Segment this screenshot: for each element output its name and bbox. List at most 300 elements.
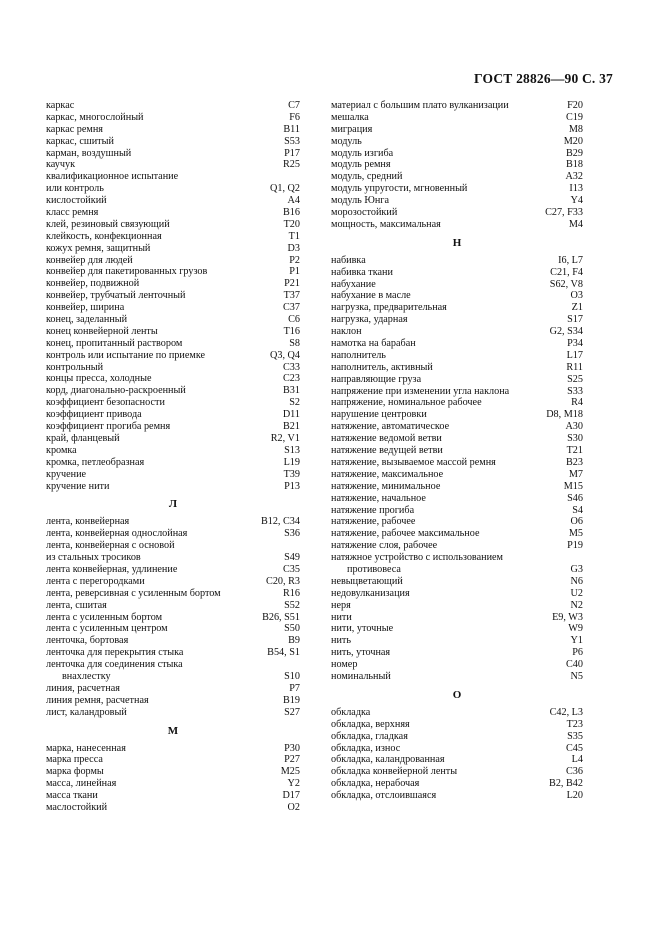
entry-code: B21 — [283, 421, 300, 433]
entry-term: нагрузка, предварительная — [331, 302, 447, 314]
entry-term: каркас — [46, 100, 75, 111]
entry-code: D8, M18 — [546, 409, 583, 421]
index-entry — [46, 338, 300, 350]
entry-code: T39 — [283, 468, 300, 480]
entry-code: R25 — [283, 159, 300, 171]
index-entry — [331, 326, 583, 338]
entry-code: S4 — [572, 504, 583, 516]
entry-code: D3 — [287, 242, 300, 254]
entry-code: M7 — [568, 468, 583, 480]
entry-code: B31 — [283, 385, 300, 397]
entry-code: L20 — [566, 790, 583, 802]
index-entry — [331, 576, 583, 588]
entry-code: L17 — [566, 349, 583, 361]
entry-term: натяжение слоя, рабочее — [331, 540, 438, 552]
entry-term: линия, расчетная — [46, 682, 120, 694]
index-entry — [331, 421, 583, 433]
index-entry — [46, 588, 300, 600]
entry-term: кромка, петлеобразная — [46, 456, 145, 468]
entry-code: F20 — [567, 100, 583, 111]
entry-term: натяжение, автоматическое — [331, 421, 450, 433]
entry-term: наполнитель, активный — [331, 361, 433, 373]
entry-term: конвейер для пакетированных грузов — [46, 266, 208, 278]
entry-code: Q3, Q4 — [270, 349, 300, 361]
entry-term: противовеса — [347, 563, 401, 575]
entry-code: P1 — [289, 266, 300, 278]
entry-term: номинальный — [331, 670, 391, 682]
entry-code: O2 — [287, 801, 300, 813]
entry-code: O6 — [570, 516, 583, 528]
index-entry — [331, 481, 583, 493]
index-entry — [331, 707, 583, 719]
entry-term: натяжение, минимальное — [331, 480, 441, 492]
index-entry — [331, 743, 583, 755]
entry-term: направляющие груза — [331, 373, 422, 385]
index-entry — [331, 290, 583, 302]
entry-term: конец, пропитанный раствором — [46, 337, 183, 349]
index-entry — [46, 171, 300, 183]
index-entry — [331, 302, 583, 314]
index-entry — [46, 385, 300, 397]
index-entry — [46, 647, 300, 659]
entry-term: кручение — [46, 468, 87, 480]
entry-term: край, фланцевый — [46, 432, 120, 444]
index-entry — [46, 600, 300, 612]
entry-code: R2, V1 — [270, 432, 300, 444]
entry-code: S8 — [289, 337, 300, 349]
entry-term: клейкость, конфекционная — [46, 230, 162, 242]
entry-code: M20 — [563, 135, 583, 147]
entry-term: квалификационное испытание — [46, 171, 179, 183]
entry-code: P6 — [572, 647, 583, 659]
entry-code: I13 — [569, 183, 583, 195]
entry-code: S35 — [567, 730, 583, 742]
index-entry — [46, 255, 300, 267]
entry-term: кожух ремня, защитный — [46, 242, 151, 254]
index-entry — [331, 409, 583, 421]
index-entry — [46, 754, 300, 766]
entry-code: T37 — [283, 290, 300, 302]
entry-code: W9 — [568, 623, 583, 635]
entry-term: модуль изгиба — [331, 147, 394, 159]
index-entry — [46, 207, 300, 219]
entry-code: S17 — [567, 314, 583, 326]
entry-term: марка формы — [46, 766, 104, 778]
index-entry — [46, 314, 300, 326]
entry-code: Y4 — [570, 195, 583, 207]
entry-code: A4 — [287, 195, 300, 207]
entry-term: неря — [331, 599, 351, 611]
index-entry — [331, 564, 583, 576]
entry-term: класс ремня — [46, 207, 99, 219]
entry-term: карман, воздушный — [46, 147, 132, 159]
index-entry — [46, 362, 300, 374]
entry-code: P21 — [284, 278, 300, 290]
entry-code: T23 — [566, 718, 583, 730]
entry-code: C40 — [566, 659, 583, 671]
entry-term: кислостойкий — [46, 195, 107, 207]
entry-term: марка пресса — [46, 754, 103, 766]
entry-code: Z1 — [571, 302, 583, 314]
index-entry — [331, 136, 583, 148]
entry-code: B23 — [566, 456, 583, 468]
entry-code: B18 — [566, 159, 583, 171]
index-entry — [46, 790, 300, 802]
entry-code: P13 — [284, 480, 300, 492]
entry-term: контроль или испытание по приемке — [46, 349, 206, 361]
entry-code: G3 — [570, 563, 583, 575]
index-entry — [331, 540, 583, 552]
section-letter: Н — [452, 236, 462, 249]
entry-code: O3 — [570, 290, 583, 302]
index-entry — [46, 576, 300, 588]
index-entry — [46, 778, 300, 790]
index-entry — [331, 362, 583, 374]
index-entry — [46, 266, 300, 278]
entry-code: C45 — [566, 742, 583, 754]
entry-term: масса ткани — [46, 790, 98, 802]
entry-term: конвейер, трубчатый ленточный — [46, 290, 186, 302]
index-entry — [46, 278, 300, 290]
index-entry — [46, 243, 300, 255]
entry-code: C6 — [288, 314, 300, 326]
entry-code: B12, C34 — [260, 516, 300, 528]
index-entry — [46, 695, 300, 707]
entry-term: натяжение, максимальное — [331, 468, 444, 480]
entry-term: лента, конвейерная — [46, 516, 130, 528]
entry-code: S30 — [567, 433, 583, 445]
entry-term: линия ремня, расчетная — [46, 694, 149, 706]
entry-term: намотка на барабан — [331, 338, 416, 350]
entry-term: лента, конвейерная с основой — [46, 540, 175, 552]
index-entry — [46, 469, 300, 481]
index-entry — [46, 219, 300, 231]
entry-code: S27 — [284, 706, 300, 718]
index-entry — [331, 731, 583, 743]
entry-code: B26, S51 — [262, 611, 300, 623]
entry-code: T1 — [288, 230, 300, 242]
entry-code: P30 — [284, 742, 300, 754]
index-entry — [331, 766, 583, 778]
index-entry — [46, 195, 300, 207]
entry-code: D17 — [282, 790, 300, 802]
index-entry — [46, 683, 300, 695]
index-entry — [331, 552, 583, 564]
index-entry — [46, 540, 300, 552]
index-entry — [331, 457, 583, 469]
entry-term: или контроль — [46, 183, 104, 195]
index-entry — [46, 159, 300, 171]
entry-term: лента с перегородками — [46, 575, 145, 587]
entry-term: лента конвейерная, удлинение — [46, 563, 178, 575]
index-entry — [331, 612, 583, 624]
index-entry — [331, 647, 583, 659]
index-entry — [331, 719, 583, 731]
entry-code: P2 — [289, 254, 300, 266]
entry-term: кромка — [46, 444, 77, 456]
entry-term: из стальных тросиков — [46, 552, 141, 564]
index-entry — [46, 635, 300, 647]
entry-term: коэффициент привода — [46, 409, 142, 421]
index-entry — [331, 350, 583, 362]
entry-code: S10 — [284, 670, 300, 682]
entry-term: натяжение ведущей ветви — [331, 445, 443, 457]
entry-code: C37 — [283, 302, 300, 314]
entry-term: напряжение при изменении угла наклона — [331, 385, 510, 397]
section-letter: О — [452, 688, 462, 701]
entry-code: M25 — [280, 766, 300, 778]
entry-term: лента, сшитая — [46, 599, 107, 611]
entry-term: модуль — [331, 135, 362, 147]
entry-code: S62, V8 — [549, 278, 583, 290]
entry-term: натяжение прогиба — [331, 504, 415, 516]
entry-code: N6 — [570, 575, 583, 587]
entry-term: обкладка, каландрованная — [331, 754, 445, 766]
index-entry — [46, 350, 300, 362]
entry-code: S25 — [567, 373, 583, 385]
entry-code: S46 — [567, 492, 583, 504]
entry-term: лента, реверсивная с усиленным бортом — [46, 587, 221, 599]
entry-code: T21 — [566, 445, 583, 457]
entry-term: модуль Юнга — [331, 195, 389, 207]
index-entry — [46, 612, 300, 624]
entry-term: контрольный — [46, 361, 104, 373]
index-entry — [46, 623, 300, 635]
entry-term: модуль упругости, мгновенный — [331, 183, 468, 195]
index-entry — [331, 374, 583, 386]
index-entry — [46, 421, 300, 433]
index-entry — [331, 671, 583, 683]
index-entry — [331, 255, 583, 267]
entry-term: модуль ремня — [331, 159, 391, 171]
index-entry — [46, 409, 300, 421]
entry-term: внахлестку — [62, 670, 111, 682]
entry-term: конвейер для людей — [46, 254, 133, 266]
index-entry — [331, 100, 583, 112]
index-entry — [331, 528, 583, 540]
entry-term: коэффициент прогиба ремня — [46, 421, 171, 433]
entry-code: P17 — [284, 147, 300, 159]
entry-code: F6 — [289, 111, 300, 123]
entry-term: лента, конвейерная однослойная — [46, 528, 188, 540]
index-entry — [46, 100, 300, 112]
index-entry — [331, 516, 583, 528]
entry-term: набухание в масле — [331, 290, 411, 302]
index-entry — [331, 588, 583, 600]
index-entry — [46, 445, 300, 457]
index-entry — [46, 148, 300, 160]
index-entry — [331, 279, 583, 291]
index-entry — [331, 195, 583, 207]
index-entry — [46, 231, 300, 243]
entry-term: лента с усиленным бортом — [46, 611, 163, 623]
entry-code: T20 — [283, 218, 300, 230]
index-entry — [331, 219, 583, 231]
index-entry — [331, 159, 583, 171]
page-header: ГОСТ 28826—90 С. 37 — [474, 71, 613, 86]
entry-code: R4 — [571, 397, 583, 409]
entry-code: B29 — [566, 147, 583, 159]
entry-term: нагрузка, ударная — [331, 314, 408, 326]
entry-term: каркас ремня — [46, 123, 103, 135]
entry-code: S33 — [567, 385, 583, 397]
entry-term: нити — [331, 611, 352, 623]
index-entry — [46, 528, 300, 540]
entry-code: I6, L7 — [558, 254, 583, 266]
index-entry — [46, 707, 300, 719]
index-entry — [331, 207, 583, 219]
index-entry — [46, 397, 300, 409]
entry-term: нить — [331, 635, 352, 647]
entry-code: C42, L3 — [549, 706, 583, 718]
entry-code: M4 — [568, 218, 583, 230]
index-entry — [331, 171, 583, 183]
index-entry — [46, 743, 300, 755]
entry-term: концы пресса, холодные — [46, 373, 152, 385]
entry-code: M5 — [568, 528, 583, 540]
entry-code: C27, F33 — [545, 207, 583, 219]
entry-term: коэффициент безопасности — [46, 397, 165, 409]
entry-code: T16 — [283, 325, 300, 337]
index-entry — [46, 112, 300, 124]
index-entry — [331, 754, 583, 766]
entry-code: S53 — [284, 135, 300, 147]
section-letter: М — [167, 724, 179, 737]
entry-code: C33 — [283, 361, 300, 373]
entry-code: P27 — [284, 754, 300, 766]
index-entry — [46, 516, 300, 528]
index-entry — [331, 623, 583, 635]
index-entry — [331, 505, 583, 517]
index-entry — [46, 183, 300, 195]
index-entry — [46, 302, 300, 314]
entry-term: конец конвейерной ленты — [46, 325, 158, 337]
entry-term: каркас, сшитый — [46, 135, 114, 147]
entry-term: набивка ткани — [331, 266, 393, 278]
entry-term: миграция — [331, 123, 373, 135]
entry-term: конвейер, подвижной — [46, 278, 140, 290]
entry-code: A32 — [565, 171, 583, 183]
index-entry — [331, 338, 583, 350]
index-entry — [46, 326, 300, 338]
entry-code: N5 — [570, 670, 583, 682]
entry-code: C7 — [288, 100, 300, 111]
entry-term: обкладка конвейерной ленты — [331, 766, 458, 778]
entry-code: S13 — [284, 444, 300, 456]
entry-term: ленточка, бортовая — [46, 635, 129, 647]
entry-code: Y2 — [287, 778, 300, 790]
entry-term: материал с большим плато вулканизации — [331, 100, 509, 111]
entry-code: B19 — [283, 694, 300, 706]
entry-term: натяжение, начальное — [331, 492, 426, 504]
index-entry — [331, 314, 583, 326]
entry-term: обкладка, отслоившаяся — [331, 790, 437, 802]
entry-term: ленточка для перекрытия стыка — [46, 647, 184, 659]
section-letter: Л — [168, 498, 178, 511]
entry-term: ленточка для соединения стыка — [46, 659, 183, 671]
entry-term: напряжение, номинальное рабочее — [331, 397, 482, 409]
index-entry — [46, 552, 300, 564]
entry-code: U2 — [570, 587, 583, 599]
entry-code: P7 — [289, 682, 300, 694]
entry-code: P34 — [567, 338, 583, 350]
index-column-left — [46, 100, 300, 814]
entry-term: конвейер, ширина — [46, 302, 125, 314]
entry-code: B54, S1 — [267, 647, 300, 659]
index-entry — [46, 433, 300, 445]
entry-term: натяжение, рабочее — [331, 516, 416, 528]
entry-code: L4 — [571, 754, 583, 766]
index-entry — [46, 766, 300, 778]
entry-term: набухание — [331, 278, 376, 290]
entry-term: обкладка, нерабочая — [331, 778, 420, 790]
entry-term: набивка — [331, 254, 366, 266]
index-entry — [331, 493, 583, 505]
entry-term: клей, резиновый связующий — [46, 218, 170, 230]
index-entry — [331, 183, 583, 195]
entry-term: маслостойкий — [46, 801, 108, 813]
entry-code: M8 — [568, 123, 583, 135]
index-entry — [46, 373, 300, 385]
entry-term: мощность, максимальная — [331, 218, 441, 230]
entry-code: B16 — [283, 207, 300, 219]
entry-term: обкладка — [331, 706, 371, 718]
entry-code: C36 — [566, 766, 583, 778]
index-entry — [46, 671, 300, 683]
entry-term: корд, диагонально-раскроенный — [46, 385, 186, 397]
index-entry — [331, 778, 583, 790]
entry-code: B9 — [288, 635, 300, 647]
entry-code: P19 — [567, 540, 583, 552]
index-entry — [46, 124, 300, 136]
entry-term: кручение нити — [46, 480, 110, 492]
entry-term: натяжное устройство с использованием — [331, 552, 503, 564]
entry-code: D11 — [282, 409, 300, 421]
entry-term: модуль, средний — [331, 171, 403, 183]
entry-code: S49 — [284, 552, 300, 564]
index-entry — [46, 457, 300, 469]
entry-term: нарушение центровки — [331, 409, 427, 421]
entry-code: Y1 — [570, 635, 583, 647]
index-entry — [331, 397, 583, 409]
index-entry — [331, 112, 583, 124]
entry-code: S2 — [289, 397, 300, 409]
index-entry — [331, 386, 583, 398]
entry-code: S50 — [284, 623, 300, 635]
index-entry — [46, 564, 300, 576]
index-entry — [46, 136, 300, 148]
entry-term: мешалка — [331, 111, 369, 123]
entry-term: конец, заделанный — [46, 314, 128, 326]
entry-code: A30 — [565, 421, 583, 433]
index-entry — [331, 433, 583, 445]
index-entry — [46, 481, 300, 493]
index-entry — [331, 469, 583, 481]
index-entry — [331, 600, 583, 612]
entry-term: наклон — [331, 326, 362, 338]
entry-code: C20, R3 — [266, 575, 300, 587]
entry-code: B2, B42 — [549, 778, 583, 790]
index-entry — [331, 790, 583, 802]
index-entry — [331, 148, 583, 160]
entry-term: невыцветающий — [331, 575, 403, 587]
entry-code: Q1, Q2 — [270, 183, 300, 195]
entry-code: L19 — [283, 456, 300, 468]
index-entry — [331, 267, 583, 279]
entry-term: каучук — [46, 159, 76, 171]
entry-code: B11 — [283, 123, 300, 135]
entry-term: нити, уточные — [331, 623, 394, 635]
